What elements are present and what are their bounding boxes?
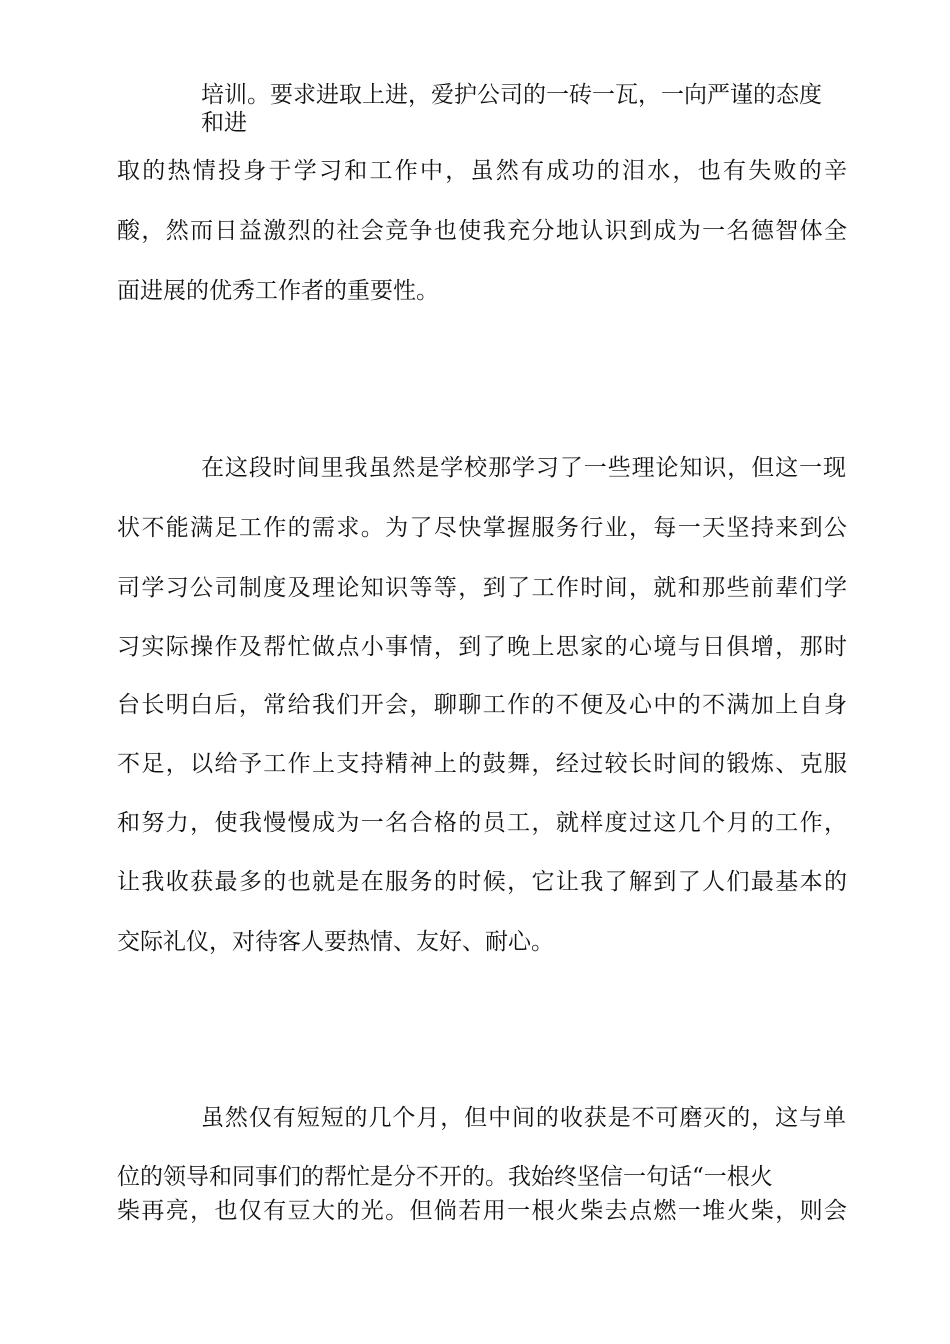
text-line: 面进展的优秀工作者的重要性。 bbox=[117, 278, 439, 304]
text-line: 和进 bbox=[201, 110, 247, 136]
text-line: 台长明白后，常给我们开会，聊聊工作的不便及心中的不满加上自身 bbox=[117, 692, 847, 718]
text-line: 柴再亮，也仅有豆大的光。但倘若用一根火柴去点燃一堆火柴，则会 bbox=[117, 1198, 847, 1224]
text-line: 习实际操作及帮忙做点小事情，到了晚上思家的心境与日俱增，那时 bbox=[117, 634, 847, 660]
text-line: 司学习公司制度及理论知识等等，到了工作时间，就和那些前辈们学 bbox=[117, 575, 847, 601]
text-line: 在这段时间里我虽然是学校那学习了一些理论知识，但这一现 bbox=[201, 455, 846, 481]
text-line: 位的领导和同事们的帮忙是分不开的。我始终坚信一句话“一根火 bbox=[117, 1164, 773, 1190]
text-line: 状不能满足工作的需求。为了尽快掌握服务行业，每一天坚持来到公 bbox=[117, 515, 847, 541]
text-line: 和努力，使我慢慢成为一名合格的员工，就样度过这几个月的工作， bbox=[117, 810, 847, 836]
text-line: 培训。要求进取上进，爱护公司的一砖一瓦，一向严谨的态度 bbox=[201, 82, 822, 108]
text-line: 让我收获最多的也就是在服务的时候，它让我了解到了人们最基本的 bbox=[117, 869, 847, 895]
text-line: 不足，以给予工作上支持精神上的鼓舞，经过较长时间的锻炼、克服 bbox=[117, 751, 847, 777]
text-line: 虽然仅有短短的几个月，但中间的收获是不可磨灭的，这与单 bbox=[201, 1105, 846, 1131]
text-line: 交际礼仪，对待客人要热情、友好、耐心。 bbox=[117, 929, 554, 955]
text-line: 取的热情投身于学习和工作中，虽然有成功的泪水，也有失败的辛 bbox=[117, 158, 847, 184]
text-line: 酸，然而日益激烈的社会竞争也使我充分地认识到成为一名德智体全 bbox=[117, 218, 847, 244]
